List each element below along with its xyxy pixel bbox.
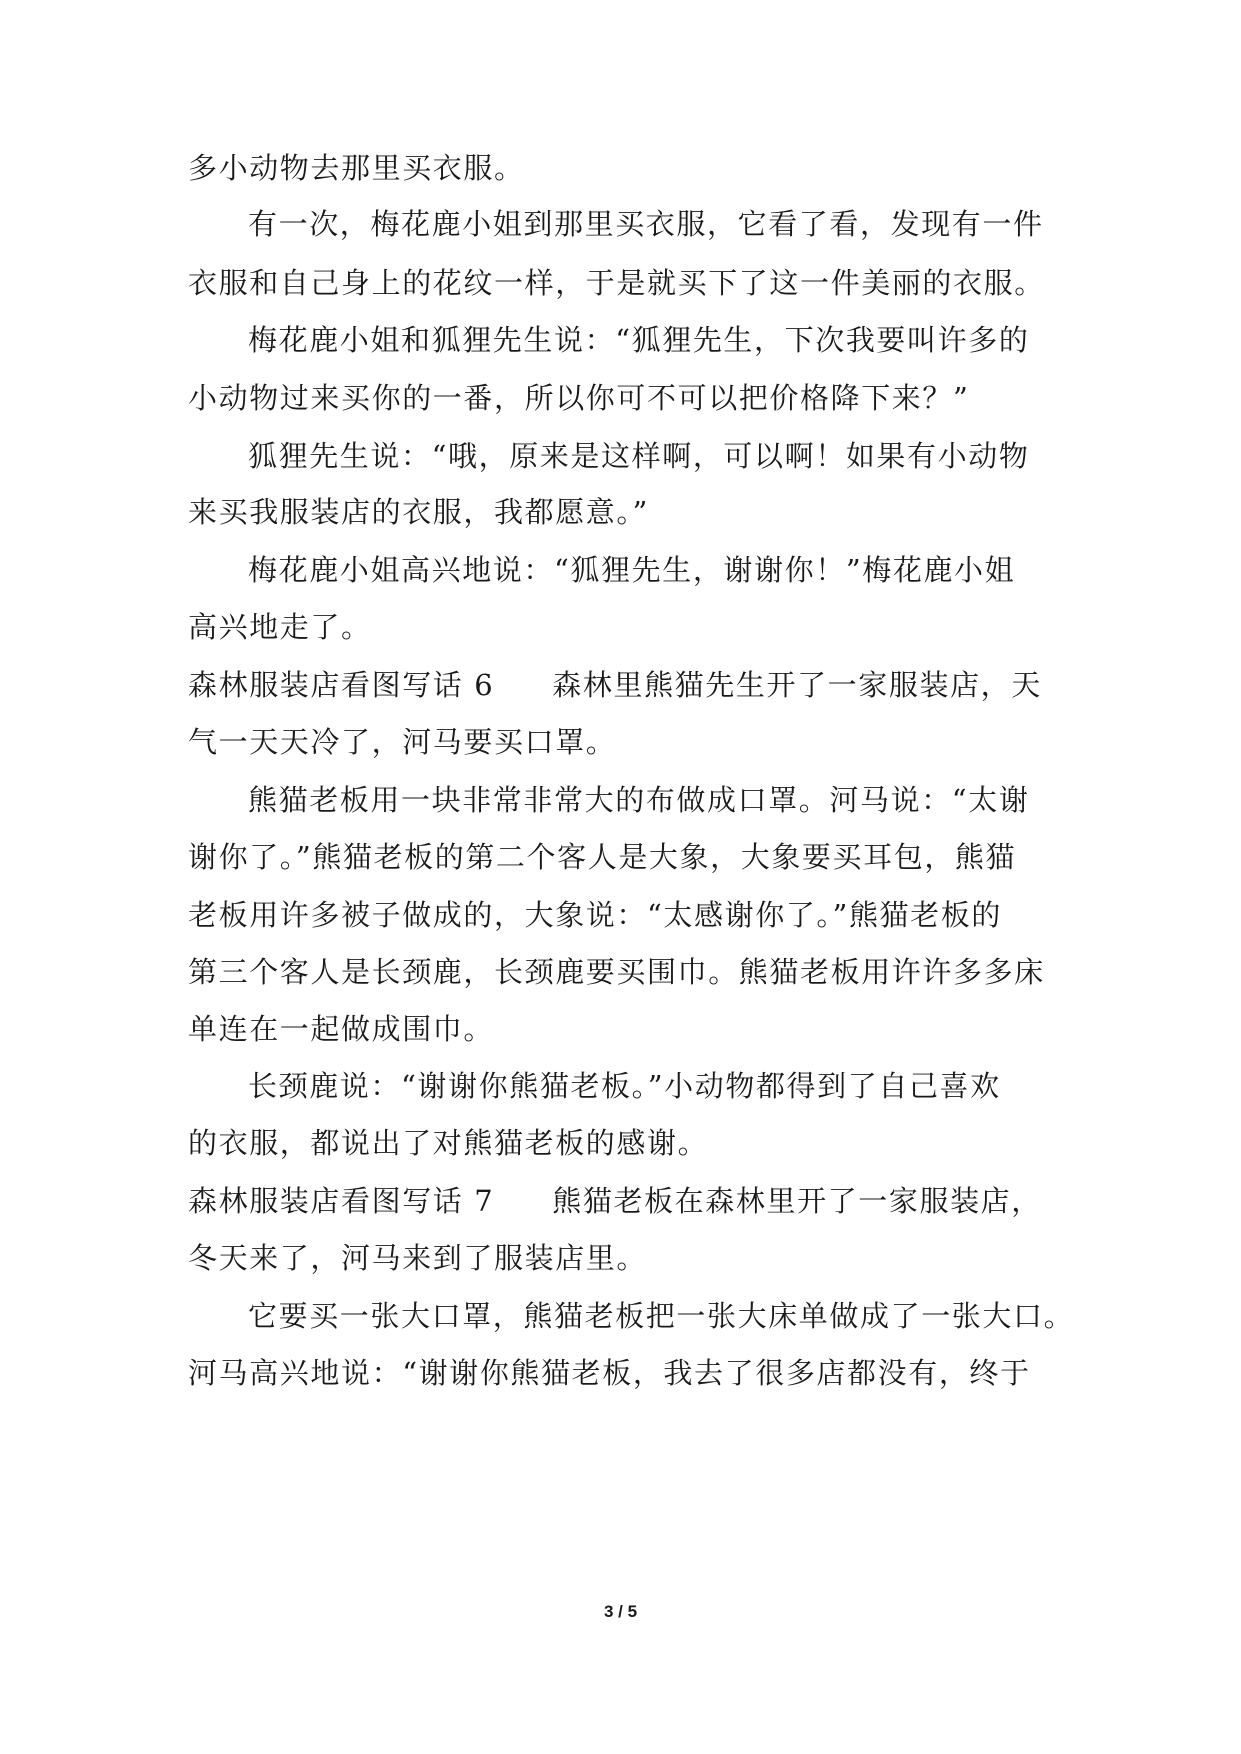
text-line: 小动物过来买你的一番，所以你可不可以把价格降下来？” [188, 381, 970, 415]
text-line: 来买我服装店的衣服，我都愿意。” [188, 495, 649, 529]
text-line: 梅花鹿小姐和狐狸先生说：“狐狸先生，下次我要叫许多的 [248, 323, 1030, 357]
section-heading: 森林服装店看图写话 7 [188, 1184, 495, 1218]
text-line: 熊猫老板在森林里开了一家服装店， [552, 1184, 1042, 1218]
text-line: 多小动物去那里买衣服。 [188, 151, 525, 185]
section-heading: 森林服装店看图写话 6 [188, 668, 495, 702]
text-line: 谢你了。”熊猫老板的第二个客人是大象，大象要买耳包，熊猫 [188, 840, 1017, 874]
text-line: 的衣服，都说出了对熊猫老板的感谢。 [188, 1126, 709, 1160]
text-line: 有一次，梅花鹿小姐到那里买衣服，它看了看，发现有一件 [248, 207, 1044, 241]
text-line: 森林里熊猫先生开了一家服装店，天 [552, 668, 1042, 702]
text-line: 梅花鹿小姐高兴地说：“狐狸先生，谢谢你！”梅花鹿小姐 [248, 553, 1016, 587]
text-line: 老板用许多被子做成的，大象说：“太感谢你了。”熊猫老板的 [188, 898, 1002, 932]
text-line: 狐狸先生说：“哦，原来是这样啊，可以啊！如果有小动物 [248, 439, 1030, 473]
text-line: 单连在一起做成围巾。 [188, 1012, 495, 1046]
text-line: 它要买一张大口罩，熊猫老板把一张大床单做成了一张大口。 [248, 1299, 1075, 1333]
text-line: 第三个客人是长颈鹿，长颈鹿要买围巾。熊猫老板用许许多多床 [188, 955, 1045, 989]
text-line: 长颈鹿说：“谢谢你熊猫老板。”小动物都得到了自己喜欢 [248, 1069, 1001, 1103]
page-number: 3 / 5 [603, 1602, 638, 1621]
text-line: 冬天来了，河马来到了服装店里。 [188, 1241, 648, 1275]
section-heading-line [188, 1181, 1042, 1221]
section-heading-line [188, 665, 1042, 705]
text-line: 气一天天冷了，河马要买口罩。 [188, 725, 617, 759]
text-line: 衣服和自己身上的花纹一样，于是就买下了这一件美丽的衣服。 [188, 266, 1045, 300]
text-line: 熊猫老板用一块非常非常大的布做成口罩。河马说：“太谢 [248, 783, 1030, 817]
text-line: 高兴地走了。 [188, 610, 372, 644]
text-line: 河马高兴地说：“谢谢你熊猫老板，我去了很多店都没有，终于 [188, 1356, 1031, 1390]
